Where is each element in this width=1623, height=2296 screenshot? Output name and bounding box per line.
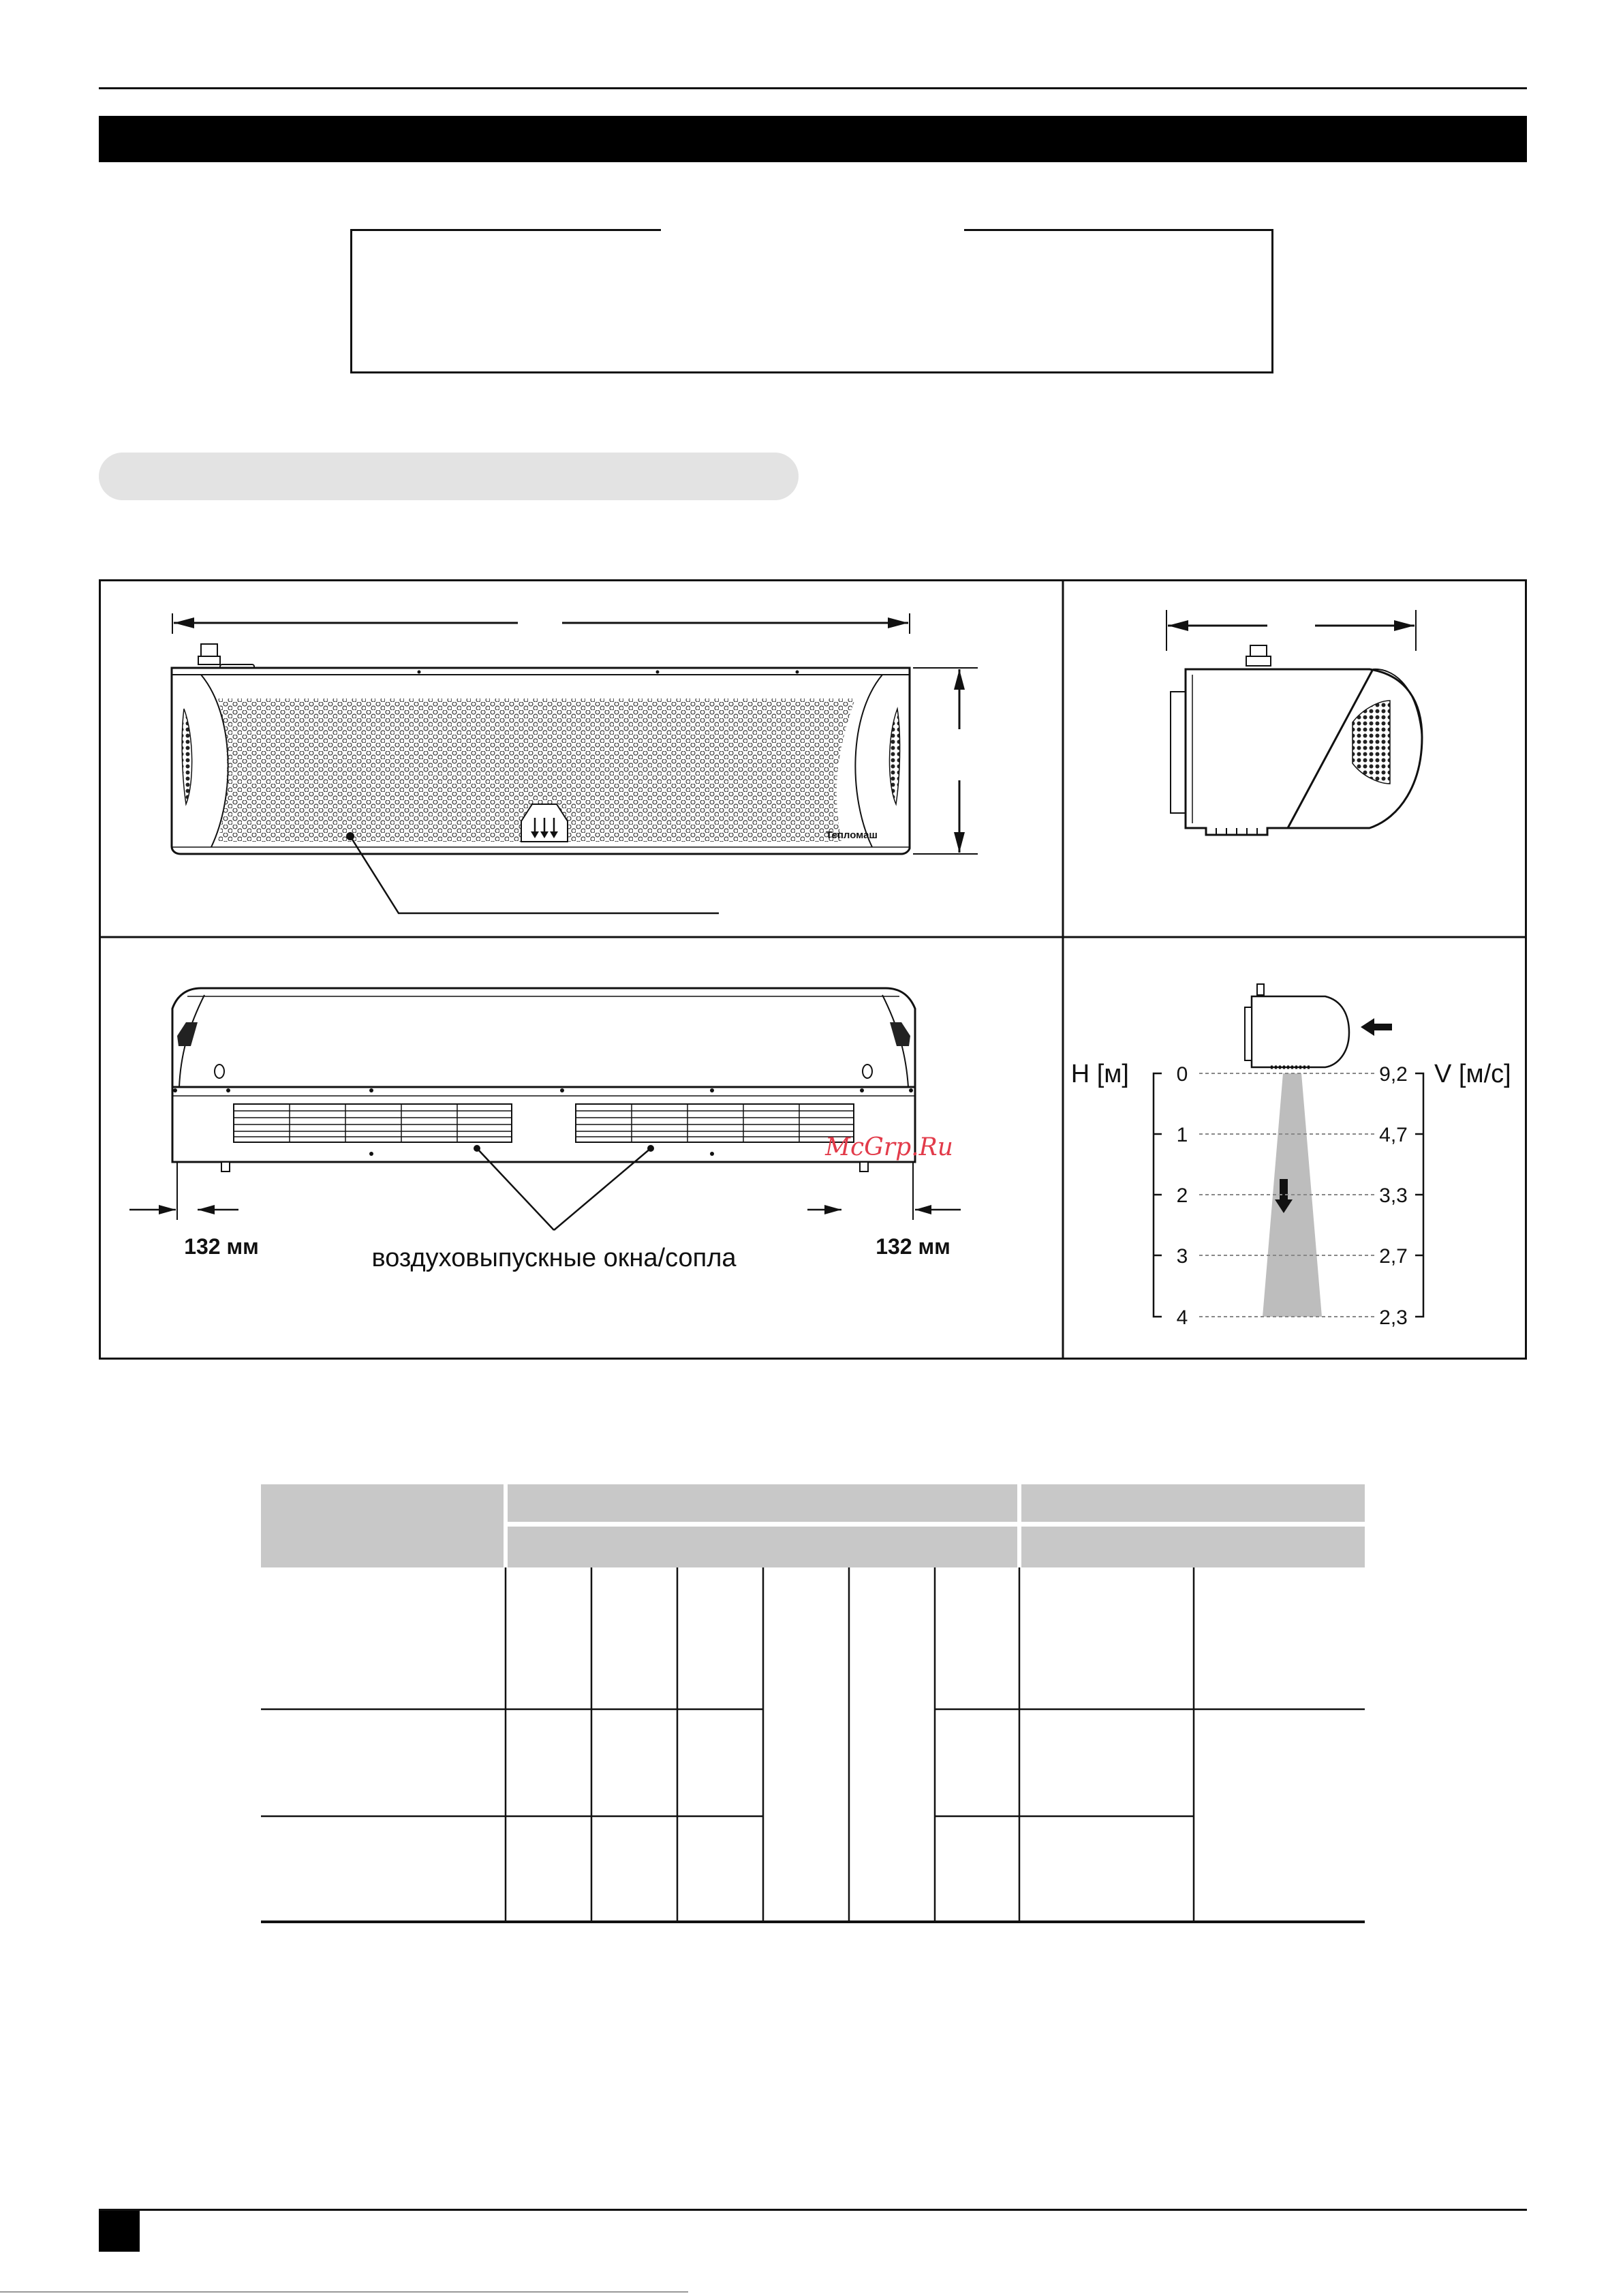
header-bar	[99, 116, 1527, 162]
title-frame	[350, 229, 1273, 373]
side-view	[1166, 610, 1422, 835]
page-number-block	[99, 2211, 140, 2252]
dimension-drawing	[99, 579, 1527, 1360]
table-header-cell	[1021, 1484, 1365, 1522]
velocity-value: 2,3	[1379, 1306, 1408, 1329]
height-axis-label: H [м]	[1070, 1060, 1129, 1088]
height-tick: 2	[1176, 1184, 1188, 1207]
front-view	[172, 613, 978, 913]
section-heading-pill	[99, 453, 799, 500]
specs-table	[261, 1484, 1365, 1924]
bottom-rule	[99, 2209, 1527, 2211]
title-frame-gap	[661, 225, 964, 233]
table-header-cell	[261, 1484, 504, 1567]
bottom-view	[129, 988, 961, 1272]
watermark: McGrp.Ru	[825, 1133, 953, 1161]
scan-edge-line	[0, 2291, 688, 2293]
height-tick: 0	[1176, 1063, 1188, 1086]
velocity-value: 2,7	[1379, 1245, 1408, 1268]
brand-logo: Тепломаш	[826, 829, 878, 841]
left-clearance-label: 132 мм	[184, 1234, 259, 1259]
nozzles-label: воздуховыпускные окна/сопла	[371, 1244, 737, 1272]
table-header-cell	[508, 1484, 1017, 1522]
top-rule	[99, 87, 1527, 89]
height-tick: 4	[1176, 1306, 1188, 1329]
velocity-value: 3,3	[1379, 1184, 1408, 1207]
height-tick: 3	[1176, 1245, 1188, 1268]
table-header-cell	[1021, 1527, 1365, 1567]
height-tick: 1	[1176, 1124, 1188, 1146]
right-clearance-label: 132 мм	[876, 1234, 950, 1259]
velocity-profile	[1071, 984, 1511, 1329]
table-header-cell	[508, 1527, 1017, 1567]
velocity-axis-label: V [м/с]	[1434, 1060, 1511, 1088]
velocity-value: 9,2	[1379, 1063, 1408, 1086]
velocity-value: 4,7	[1379, 1124, 1408, 1146]
